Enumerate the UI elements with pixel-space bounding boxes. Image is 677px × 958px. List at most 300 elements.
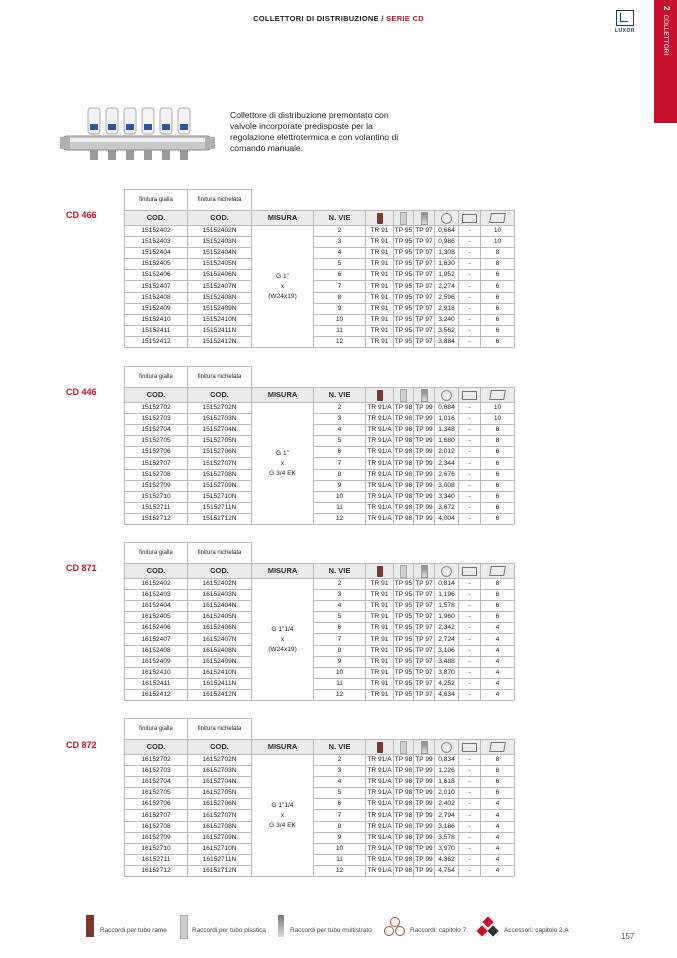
table-cell: TP 95 [394, 281, 414, 292]
table-cell: TP 98 [394, 821, 414, 832]
header-series: SERIE CD [386, 14, 424, 23]
table-cell: 15152411 [125, 325, 188, 336]
table-row [125, 788, 549, 799]
table-cell: TP 99 [414, 777, 435, 788]
table-cell: TP 97 [414, 689, 435, 700]
table-cell: TP 99 [414, 469, 435, 480]
table-cell: 15152412N [188, 336, 252, 347]
table-cell: 16152402N [188, 579, 252, 590]
table-cell: - [459, 270, 481, 281]
table-cell: TP 99 [414, 810, 435, 821]
table-cell: TP 98 [394, 436, 414, 447]
product-table-cd871 [124, 542, 549, 701]
table-cell: 6 [314, 623, 366, 634]
table-cell: TP 99 [414, 843, 435, 854]
table-cell: 15152408 [125, 292, 188, 303]
table-cell: TR 91 [366, 612, 394, 623]
table-cell: - [459, 601, 481, 612]
table-cell: TP 98 [394, 447, 414, 458]
table-cell: 15152402N [188, 226, 252, 237]
table-row [125, 634, 549, 645]
table-cell: TR 91/A [366, 865, 394, 876]
table-cell: TP 95 [394, 226, 414, 237]
table-row [125, 303, 549, 314]
table-cell: TP 95 [394, 667, 414, 678]
table-cell: TR 91 [366, 645, 394, 656]
table-cell: - [459, 810, 481, 821]
table-cell: 16152404 [125, 601, 188, 612]
table-cell: 15152405N [188, 259, 252, 270]
table-row [125, 799, 549, 810]
table-cell: - [459, 314, 481, 325]
table-cell: 2,012 [435, 447, 459, 458]
code-nichelata-header: COD. [188, 388, 252, 403]
table-cell: 3,870 [435, 667, 459, 678]
table-cell: 2,344 [435, 458, 459, 469]
table-cell: TR 91/A [366, 777, 394, 788]
table-cell: 16152708 [125, 821, 188, 832]
table-cell: - [459, 447, 481, 458]
table-cell: 15152410N [188, 314, 252, 325]
table-cell: 16152403N [188, 590, 252, 601]
table-cell: 1,578 [435, 601, 459, 612]
section-label-cd466: CD 466 [66, 210, 97, 220]
table-cell: 4 [481, 821, 515, 832]
table-cell: 15152710 [125, 491, 188, 502]
table-cell: TP 99 [414, 755, 435, 766]
table-cell: - [459, 656, 481, 667]
table-cell: - [459, 491, 481, 502]
table-cell: - [459, 854, 481, 865]
table-cell: 8 [481, 590, 515, 601]
table-cell: 2,724 [435, 634, 459, 645]
finish-header-row [125, 367, 549, 388]
table-cell: TR 91 [366, 634, 394, 645]
table-cell: 4 [481, 656, 515, 667]
table-cell: 16152412N [188, 689, 252, 700]
table-cell: 4 [481, 810, 515, 821]
table-cell: 16152711N [188, 854, 252, 865]
table-cell: TR 91 [366, 270, 394, 281]
misura-line: x [280, 811, 285, 819]
table-cell: TP 99 [414, 502, 435, 513]
table-cell: TR 91/A [366, 403, 394, 414]
misura-header: MISURA [252, 388, 314, 403]
table-cell: 10 [314, 314, 366, 325]
finish-nichelata: finitura nichelata [188, 719, 252, 740]
table-cell: 10 [481, 414, 515, 425]
table-cell: 2,402 [435, 799, 459, 810]
table-cell: 7 [314, 458, 366, 469]
table-cell: - [459, 469, 481, 480]
table-cell: TR 91/A [366, 788, 394, 799]
misura-cell [252, 226, 314, 348]
table-cell: 8 [314, 645, 366, 656]
table-cell: 15152707N [188, 458, 252, 469]
finish-nichelata: finitura nichelata [188, 543, 252, 564]
misura-line: (W24x19) [268, 292, 297, 300]
table-cell: 5 [314, 612, 366, 623]
logo-text: LUXOR [615, 28, 635, 34]
table-cell: 15152709 [125, 480, 188, 491]
table-cell: 4 [314, 248, 366, 259]
multilayer-tube-icon [421, 741, 428, 754]
table-row [125, 513, 549, 524]
table-row [125, 414, 549, 425]
misura-header: MISURA [252, 564, 314, 579]
table-row [125, 458, 549, 469]
table-cell: - [459, 865, 481, 876]
table-cell: TP 99 [414, 425, 435, 436]
multilayer-tube-icon [421, 389, 428, 402]
table-cell: 15152708N [188, 469, 252, 480]
table-cell: - [459, 579, 481, 590]
table-cell: 6 [481, 469, 515, 480]
table-cell: TP 97 [414, 623, 435, 634]
table-cell: 3,562 [435, 325, 459, 336]
misura-cell [252, 579, 314, 701]
table-cell: 8 [481, 436, 515, 447]
table-cell: - [459, 645, 481, 656]
table-row [125, 403, 549, 414]
table-cell: 10 [481, 226, 515, 237]
table-cell: 8 [314, 821, 366, 832]
table-cell: 3,488 [435, 656, 459, 667]
table-cell: TP 95 [394, 248, 414, 259]
intro-text: Collettore di distribuzione premontato con valvole incorporate predisposte per la regolazione elettrotermica e con volantino di comando manuale. [230, 110, 399, 153]
table-cell: 16152405 [125, 612, 188, 623]
column-header-row [125, 388, 549, 403]
table-cell: TP 97 [414, 303, 435, 314]
table-cell: TR 91/A [366, 469, 394, 480]
table-cell: 6 [481, 491, 515, 502]
finish-gialla: finitura gialla [125, 543, 188, 564]
table-cell: TP 99 [414, 436, 435, 447]
table-cell: 1,226 [435, 766, 459, 777]
table-cell: 11 [314, 854, 366, 865]
table-cell: TP 97 [414, 270, 435, 281]
misura-header: MISURA [252, 211, 314, 226]
table-cell: 16152408 [125, 645, 188, 656]
finish-header-row [125, 719, 549, 740]
table-cell: 15152412 [125, 336, 188, 347]
table-cell: 16152706 [125, 799, 188, 810]
table-cell: 0,814 [435, 579, 459, 590]
table-cell: 16152710N [188, 843, 252, 854]
table-row [125, 865, 549, 876]
table-cell: 16152406 [125, 623, 188, 634]
table-cell: 16152705 [125, 788, 188, 799]
table-row [125, 821, 549, 832]
table-row [125, 259, 549, 270]
table-cell: 16152703N [188, 766, 252, 777]
table-cell: 6 [481, 292, 515, 303]
table-cell: TP 99 [414, 403, 435, 414]
legend-plastica: Raccordi per tubo plastica [192, 927, 266, 934]
table-cell: 6 [314, 799, 366, 810]
table-cell: 3 [314, 766, 366, 777]
table-cell: TP 99 [414, 491, 435, 502]
table-cell: 10 [481, 403, 515, 414]
table-cell: 16152408N [188, 645, 252, 656]
table-cell: TP 97 [414, 656, 435, 667]
table-cell: 1,308 [435, 248, 459, 259]
table-cell: 6 [481, 336, 515, 347]
table-cell: TP 95 [394, 237, 414, 248]
table-cell: - [459, 480, 481, 491]
table-cell: 3,672 [435, 502, 459, 513]
table-cell: TR 91/A [366, 832, 394, 843]
table-cell: 1,348 [435, 425, 459, 436]
table-cell: TP 95 [394, 612, 414, 623]
rame-tube-icon [377, 742, 383, 753]
table-cell: - [459, 436, 481, 447]
rame-tube-icon [86, 915, 94, 937]
table-row [125, 469, 549, 480]
table-cell: TP 98 [394, 458, 414, 469]
table-cell: 2,794 [435, 810, 459, 821]
table-cell: TR 91 [366, 336, 394, 347]
table-cell: 6 [481, 314, 515, 325]
plastic-tube-icon [400, 212, 407, 225]
table-cell: 16152706N [188, 799, 252, 810]
table-cell: TR 91/A [366, 480, 394, 491]
table-cell: - [459, 336, 481, 347]
table-cell: TP 97 [414, 601, 435, 612]
table-cell: TP 98 [394, 755, 414, 766]
table-cell: 15152405 [125, 259, 188, 270]
table-cell: 2,918 [435, 303, 459, 314]
rame-tube-icon [377, 213, 383, 224]
table-row [125, 810, 549, 821]
table-cell: 8 [481, 755, 515, 766]
table-cell: 4 [481, 854, 515, 865]
product-table-cd872 [124, 718, 549, 877]
table-cell: 16152407 [125, 634, 188, 645]
table-cell: TR 91 [366, 678, 394, 689]
table-cell: 4 [314, 601, 366, 612]
box-icon [462, 743, 477, 752]
box-alt-icon [489, 742, 506, 752]
misura-line: x [280, 635, 285, 643]
table-cell: 16152411N [188, 678, 252, 689]
table-cell: 16152404N [188, 601, 252, 612]
table-cell: 16152702N [188, 755, 252, 766]
table-cell: 15152702 [125, 403, 188, 414]
table-cell: TP 97 [414, 590, 435, 601]
table-cell: 3 [314, 414, 366, 425]
table-cell: TR 91/A [366, 513, 394, 524]
section-label-cd446: CD 446 [66, 387, 97, 397]
table-row [125, 656, 549, 667]
table-cell: 1,196 [435, 590, 459, 601]
table-cell: - [459, 414, 481, 425]
table-cell: 16152405N [188, 612, 252, 623]
misura-line: G 1"1/4 [271, 625, 294, 633]
fitting-rings-icon [384, 917, 406, 937]
table-row [125, 689, 549, 700]
fitting-icon [441, 213, 452, 224]
table-cell: 15152708 [125, 469, 188, 480]
table-cell: 9 [314, 832, 366, 843]
table-cell: 1,680 [435, 436, 459, 447]
table-cell: 4 [481, 645, 515, 656]
finish-gialla: finitura gialla [125, 190, 188, 211]
table-cell: - [459, 777, 481, 788]
table-cell: TP 97 [414, 667, 435, 678]
table-cell: 3,240 [435, 314, 459, 325]
table-cell: 4 [481, 634, 515, 645]
table-cell: - [459, 513, 481, 524]
box-icon [462, 391, 477, 400]
finish-gialla: finitura gialla [125, 367, 188, 388]
table-cell: 6 [481, 502, 515, 513]
table-cell: TP 98 [394, 425, 414, 436]
table-cell: 15152403 [125, 237, 188, 248]
table-cell: 4 [481, 799, 515, 810]
table-cell: 1,016 [435, 414, 459, 425]
table-row [125, 832, 549, 843]
table-row [125, 270, 549, 281]
table-cell: 4 [481, 667, 515, 678]
table-cell: TR 91/A [366, 414, 394, 425]
table-cell: 15152711N [188, 502, 252, 513]
table-cell: 16152704N [188, 777, 252, 788]
table-row [125, 601, 549, 612]
fitting-icon [441, 566, 452, 577]
table-cell: 6 [481, 480, 515, 491]
finish-nichelata: finitura nichelata [188, 190, 252, 211]
table-cell: 15152410 [125, 314, 188, 325]
table-cell: TP 95 [394, 645, 414, 656]
table-cell: TP 95 [394, 601, 414, 612]
table-row [125, 854, 549, 865]
table-cell: 16152710 [125, 843, 188, 854]
code-gialla-header: COD. [125, 740, 188, 755]
table-row [125, 678, 549, 689]
table-cell: TR 91 [366, 689, 394, 700]
table-cell: 15152406 [125, 270, 188, 281]
table-cell: 10 [314, 491, 366, 502]
table-row [125, 237, 549, 248]
table-cell: TR 91/A [366, 436, 394, 447]
table-row [125, 336, 549, 347]
misura-header: MISURA [252, 740, 314, 755]
table-cell: TP 95 [394, 623, 414, 634]
table-cell: 16152410 [125, 667, 188, 678]
table-cell: - [459, 403, 481, 414]
table-row [125, 281, 549, 292]
table-cell: TR 91 [366, 292, 394, 303]
table-cell: - [459, 821, 481, 832]
table-cell: 15152704N [188, 425, 252, 436]
table-cell: 15152408N [188, 292, 252, 303]
table-cell: 2,676 [435, 469, 459, 480]
table-cell: TR 91/A [366, 766, 394, 777]
table-cell: TR 91 [366, 303, 394, 314]
table-cell: 3 [314, 237, 366, 248]
table-cell: TP 98 [394, 491, 414, 502]
table-cell: 1,960 [435, 612, 459, 623]
table-cell: 4 [481, 843, 515, 854]
table-cell: 15152706N [188, 447, 252, 458]
column-header-row [125, 740, 549, 755]
table-cell: 15152409 [125, 303, 188, 314]
misura-line: G 3/4 EK [269, 469, 296, 477]
table-cell: 11 [314, 502, 366, 513]
table-cell: 15152403N [188, 237, 252, 248]
table-cell: 8 [314, 469, 366, 480]
table-cell: 16152712 [125, 865, 188, 876]
page-number: 157 [621, 932, 635, 941]
table-cell: 4 [481, 623, 515, 634]
table-cell: TP 99 [414, 854, 435, 865]
table-cell: TP 95 [394, 590, 414, 601]
table-cell: 4,004 [435, 513, 459, 524]
table-cell: TP 98 [394, 414, 414, 425]
code-nichelata-header: COD. [188, 564, 252, 579]
table-cell: 12 [314, 865, 366, 876]
table-cell: TP 98 [394, 777, 414, 788]
table-cell: 6 [481, 303, 515, 314]
table-cell: 15152712 [125, 513, 188, 524]
table-cell: - [459, 634, 481, 645]
table-cell: 8 [481, 425, 515, 436]
table-cell: 2,010 [435, 788, 459, 799]
table-cell: 16152412 [125, 689, 188, 700]
table-cell: 4 [481, 832, 515, 843]
table-cell: TP 95 [394, 579, 414, 590]
table-cell: TP 98 [394, 843, 414, 854]
table-cell: TP 99 [414, 414, 435, 425]
table-cell: 16152711 [125, 854, 188, 865]
table-cell: 1,952 [435, 270, 459, 281]
misura-cell [252, 755, 314, 877]
table-cell: 10 [314, 843, 366, 854]
table-cell: TR 91/A [366, 425, 394, 436]
table-cell: TP 97 [414, 645, 435, 656]
legend-accessori: Accessori: capitolo 2.A [504, 927, 569, 934]
table-cell: 10 [314, 667, 366, 678]
finish-header-row [125, 190, 549, 211]
table-cell: TR 91 [366, 248, 394, 259]
table-cell: TR 91/A [366, 810, 394, 821]
table-cell: 16152707 [125, 810, 188, 821]
table-cell: TP 99 [414, 513, 435, 524]
table-cell: 6 [481, 447, 515, 458]
chapter-label: COLLETTORI [662, 14, 669, 56]
table-cell: 0,986 [435, 237, 459, 248]
table-cell: TP 95 [394, 656, 414, 667]
table-cell: 16152402 [125, 579, 188, 590]
table-cell: 15152703 [125, 414, 188, 425]
table-cell: 15152406N [188, 270, 252, 281]
table-cell: TP 97 [414, 314, 435, 325]
table-cell: TP 98 [394, 788, 414, 799]
table-cell: 5 [314, 436, 366, 447]
misura-line: G 3/4 EK [269, 821, 296, 829]
table-cell: 15152705 [125, 436, 188, 447]
chapter-tab[interactable] [654, 0, 677, 123]
table-cell: 8 [314, 292, 366, 303]
column-header-row [125, 211, 549, 226]
table-row [125, 667, 549, 678]
table-cell: 9 [314, 656, 366, 667]
table-cell: 15152706 [125, 447, 188, 458]
table-cell: TR 91/A [366, 502, 394, 513]
table-cell: TP 97 [414, 292, 435, 303]
table-cell: 4 [481, 689, 515, 700]
